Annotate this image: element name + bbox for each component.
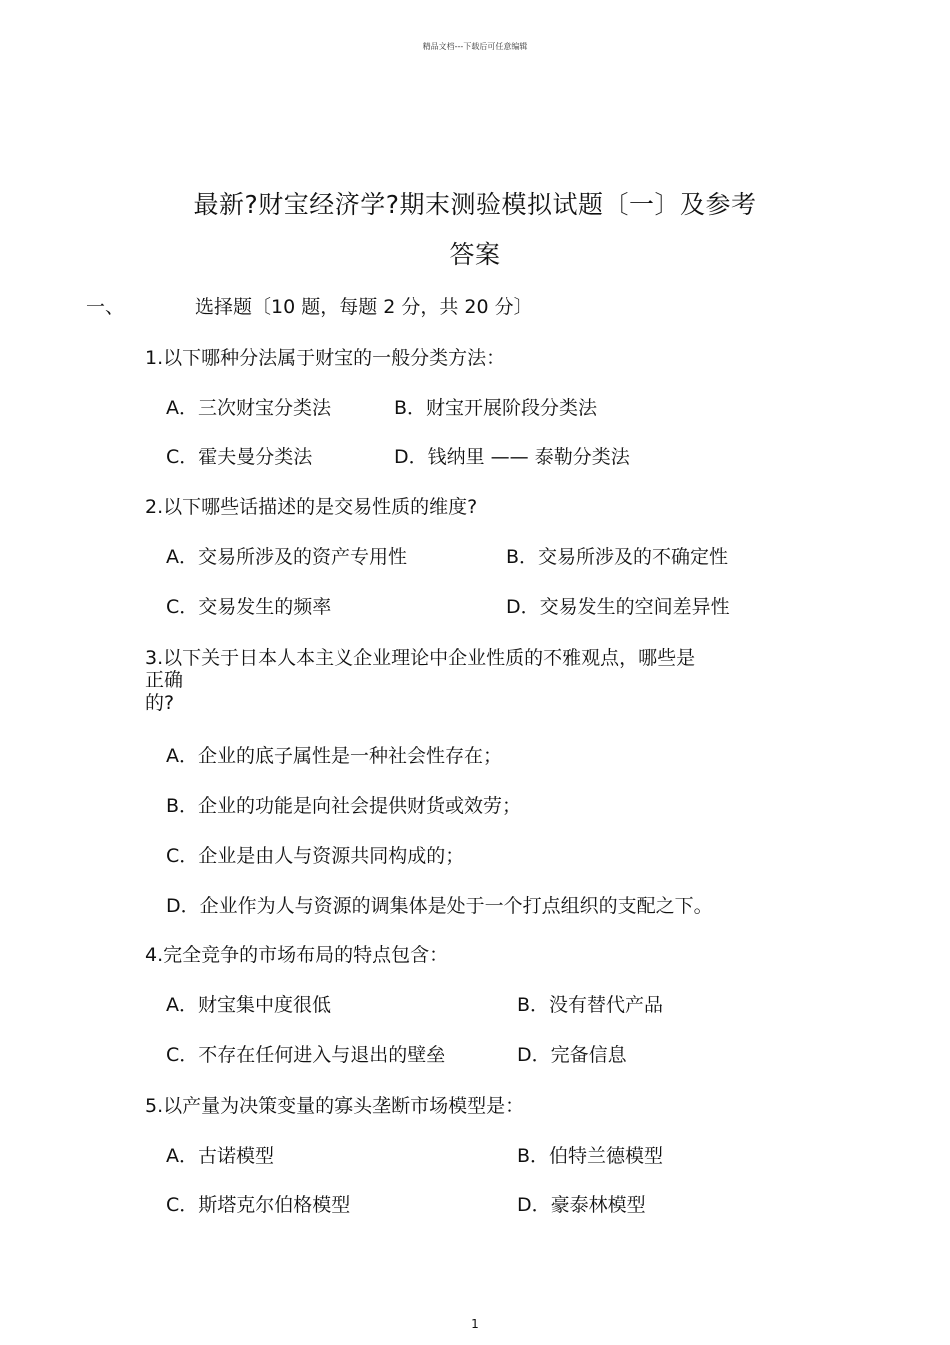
question-1-option-b: B．财宝开展阶段分类法 (394, 397, 598, 419)
question-4-option-b: B．没有替代产品 (517, 994, 664, 1016)
page-number: 1 (471, 1317, 479, 1331)
question-4-option-d: D．完备信息 (517, 1044, 627, 1066)
document-title-line-2: 答案 (449, 240, 501, 269)
document-title-line-1: 最新?财宝经济学?期末测验模拟试题〔一〕及参考 (193, 190, 757, 219)
section-number: 一、 (86, 296, 125, 318)
question-1-text: 1.以下哪种分法属于财宝的一般分类方法： (145, 347, 506, 369)
question-3-text-line-1: 3.以下关于日本人本主义企业理论中企业性质的不雅观点，哪些是 (145, 647, 696, 669)
question-1-option-a: A．三次财宝分类法 (166, 397, 331, 419)
question-4-option-c: C．不存在任何进入与退出的壁垒 (166, 1044, 446, 1066)
question-3-option-a: A．企业的底子属性是一种社会性存在； (166, 745, 502, 767)
question-5-text: 5.以产量为决策变量的寡头垄断市场模型是： (145, 1095, 525, 1117)
question-2-option-c: C．交易发生的频率 (166, 596, 332, 618)
question-5-option-a: A．古诺模型 (166, 1145, 274, 1167)
question-2-text: 2.以下哪些话描述的是交易性质的维度? (145, 496, 478, 518)
question-3-text-line-2: 正确 (145, 669, 184, 691)
question-2-option-d: D．交易发生的空间差异性 (506, 596, 730, 618)
question-1-option-d: D．钱纳里 —— 泰勒分类法 (394, 446, 630, 468)
page-header: 精品文档---下载后可任意编辑 (422, 42, 528, 51)
question-1-option-c: C．霍夫曼分类法 (166, 446, 313, 468)
section-label: 选择题〔10 题，每题 2 分，共 20 分〕 (195, 296, 533, 318)
question-4-text: 4.完全竞争的市场布局的特点包含： (145, 944, 449, 966)
question-3-option-c: C．企业是由人与资源共同构成的； (166, 845, 465, 867)
question-2-option-b: B．交易所涉及的不确定性 (506, 546, 729, 568)
question-5-option-d: D．豪泰林模型 (517, 1194, 646, 1216)
question-2-option-a: A．交易所涉及的资产专用性 (166, 546, 407, 568)
question-3-option-d: D．企业作为人与资源的调集体是处于一个打点组织的支配之下。 (166, 895, 713, 917)
question-3-text-line-3: 的? (145, 692, 175, 714)
question-4-option-a: A．财宝集中度很低 (166, 994, 331, 1016)
question-5-option-b: B．伯特兰德模型 (517, 1145, 664, 1167)
question-3-option-b: B．企业的功能是向社会提供财货或效劳； (166, 795, 522, 817)
question-5-option-c: C．斯塔克尔伯格模型 (166, 1194, 351, 1216)
